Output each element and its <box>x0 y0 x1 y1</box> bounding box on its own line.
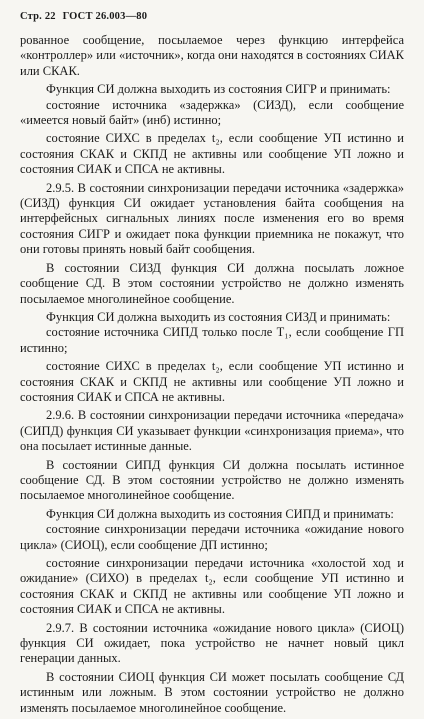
paragraph: Функция СИ должна выходить из состояния СИЗД и принимать: <box>46 309 391 324</box>
paragraph: 2.9.7. В состоянии источника «ожидание нового цикла» (СИОЦ) функция СИ ожидает, пока устройство не начнет новый цикл генерации данных. <box>20 620 404 666</box>
page-number: Стр. 22 <box>20 11 56 22</box>
paragraph: 2.9.5. В состоянии синхронизации передачи источника «задержка» (СИЗД) функция СИ ожидает установления байта сообщения на интерфейсных сигнальных линиях после изменения его во время состояния СИГР и ожидает пока функции приемника не покажут, что они готовы принять новый байт сообщения. <box>20 180 404 257</box>
paragraph: В состоянии СИПД функция СИ должна посылать истинное сообщение СД. В этом состоянии устройство не должно изменять посылаемое многолинейное сообщение. <box>20 457 404 503</box>
paragraph: состояние синхронизации передачи источника «ожидание нового цикла» (СИОЦ), если сообщение ДП истинно; <box>20 522 404 552</box>
paragraph: Функция СИ должна выходить из состояния СИПД и принимать: <box>46 506 394 521</box>
standard-code: ГОСТ 26.003—80 <box>62 11 148 22</box>
paragraph: В состоянии СИЗД функция СИ должна посылать ложное сообщение СД. В этом состоянии устройство не должно изменять посылаемое многолинейное сообщение. <box>20 260 404 306</box>
paragraph: 2.9.6. В состоянии синхронизации передачи источника «передача» (СИПД) функция СИ указывает функции «синхронизация приема», что она посылает истинные данные. <box>20 408 404 454</box>
paragraph: состояние источника СИПД только после T₁, если сообщение ГП истинно; <box>20 325 404 355</box>
paragraph: В состоянии СИОЦ функция СИ может посылать сообщение СД истинным или ложным. В этом состоянии устройство не должно изменять посылаемое многолинейное сообщение. <box>20 669 404 715</box>
paragraph: рованное сообщение, посылаемое через функцию интерфейса «контроллер» или «источник», когда они находятся в состояниях СИАК или СКАК. <box>20 33 404 78</box>
page-header <box>20 11 151 22</box>
paragraph: состояние СИХС в пределах t₂, если сообщение УП истинно и состояния СКАК и СКПД не активны или сообщение УП ложно и состояния СИАК и СПСА не активны. <box>20 359 404 404</box>
paragraph: состояние СИХС в пределах t₂, если сообщение УП истинно и состояния СКАК и СКПД не активны или сообщение УП ложно и состояния СИАК и СПСА не активны. <box>20 131 404 177</box>
paragraph: состояние источника «задержка» (СИЗД), если сообщение «имеется новый байт» (инб) истинно; <box>20 97 404 128</box>
document-body <box>20 33 404 719</box>
paragraph: состояние синхронизации передачи источника «холостой ход и ожидание» (СИХО) в пределах t₂, если сообщение УП истинно и состояния СКАК и СКПД не активны или сообщение УП ложно и состояния СИАК и СПСА не активны. <box>20 556 404 617</box>
paragraph: Функция СИ должна выходить из состояния СИГР и принимать: <box>46 82 391 97</box>
